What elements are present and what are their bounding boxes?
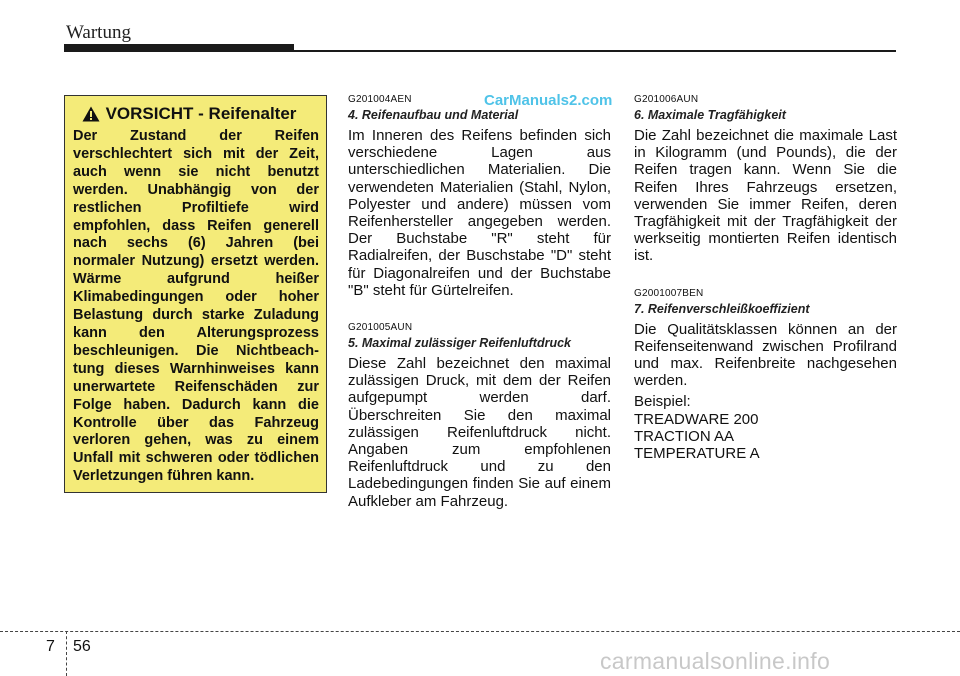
section-title-4: 4. Reifenaufbau und Material: [348, 108, 519, 122]
page-header-title: Wartung: [66, 22, 131, 43]
section-title-7: 7. Reifenverschleißkoeffizient: [634, 301, 810, 316]
header-rule: [64, 50, 896, 52]
column-right: [634, 94, 897, 462]
watermark-top: CarManuals2.com: [484, 92, 613, 109]
caution-heading-text: VORSICHT - Reifenalter: [105, 104, 297, 123]
column-middle: [348, 94, 611, 510]
section-code: G201004AEN: [348, 94, 412, 105]
example-line: TREADWARE 200: [634, 410, 759, 428]
section-body-4: Im Inneren des Reifens befinden sich verschiedene Lagen aus unterschiedlichen Materialien. Die verwendeten Materialien (Stahl, Nylon, Polyester und andere) müssen vom Reifenhersteller angegeben werden. Der Buchstabe "R" steht für Radialreifen, der Buschstabe "D" steht für Diagonalreifen und der Buchstabe "B" steht für Gürtelreifen.: [348, 127, 611, 299]
example-line: TRACTION AA: [634, 427, 735, 445]
example-label: Beispiel:: [634, 393, 691, 411]
section-code: G201006AUN: [634, 94, 699, 105]
caution-heading: [73, 104, 319, 124]
example-line: TEMPERATURE A: [634, 445, 760, 463]
watermark-bottom: carmanualsonline.info: [600, 648, 831, 674]
caution-body: Der Zustand der Reifen verschlechtert sich mit der Zeit, auch wenn sie nicht benutzt werden. Unabhängig von der restlichen Profiltiefe wird empfohlen, dass Reifen generell nach sechs (6) Jahren (bei normaler Nutzung) ersetzt werden. Wärme aufgrund heißer Klimabedingungen oder hoher Belastung durch starke Zuladung kann den Alterungsprozess beschleunigen. Die Nichtbeach-tung dieses Warnhinweises kann unerwartete Reifenschäden zur Folge haben. Dadurch kann die Kontrolle über das Fahrzeug verloren gehen, was zu einem Unfall mit schweren oder tödlichen Verletzungen führen kann.: [73, 128, 319, 485]
section-body-7: Die Qualitätsklassen können an der Reifenseitenwand zwischen Profilrand und max. Reifenbreite nachgesehen werden.: [634, 320, 897, 390]
section-body-5: Diese Zahl bezeichnet den maximal zulässigen Druck, mit dem der Reifen aufgepumpt werden darf. Überschreiten Sie den maximal zulässigen Reifenluftdruck nicht. Angaben zum empfohlenen Reifenluftdruck und zu den Ladebedingungen finden Sie auf einem Aufkleber am Fahrzeug.: [348, 355, 611, 510]
chapter-number: 7: [46, 638, 55, 655]
warning-triangle-icon: [82, 106, 100, 122]
footer-dashed-divider: [66, 631, 67, 676]
caution-box: [64, 95, 327, 493]
section-code: G201005AUN: [348, 322, 413, 334]
footer-dashed-rule: [0, 631, 960, 632]
section-code: G2001007BEN: [634, 287, 704, 299]
section-title-6: 6. Maximale Tragfähigkeit: [634, 108, 786, 122]
page-number: 56: [73, 638, 91, 655]
section-body-6: Die Zahl bezeichnet die maximale Last in Kilogramm (und Pounds), die der Reifen tragen kann. Wenn Sie die Reifen Ihres Fahrzeugs ersetzen, verwenden Sie immer Reifen, deren Tragfähigkeit mit der Tragfähigkeit der werkseitig montierten Reifen identisch ist.: [634, 127, 897, 265]
section-title-5: 5. Maximal zulässiger Reifenluftdruck: [348, 336, 571, 351]
